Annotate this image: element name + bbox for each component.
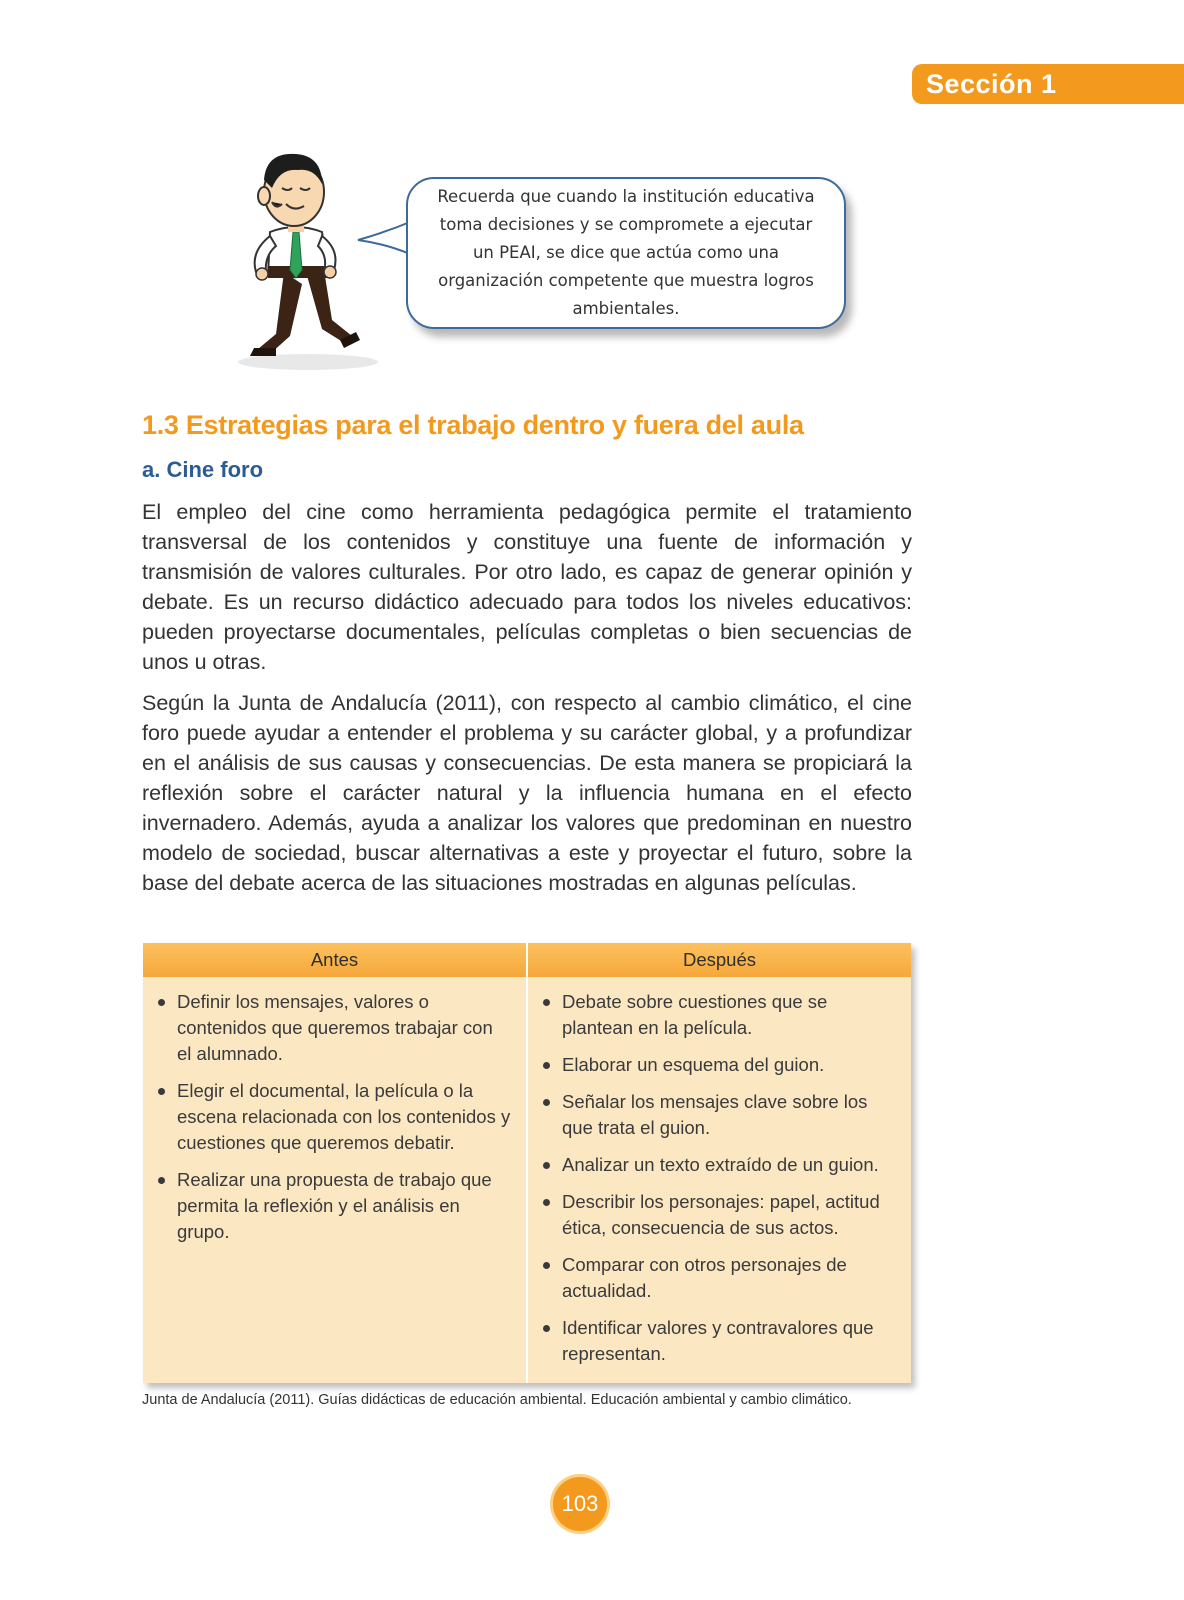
body-paragraph-1: El empleo del cine como herramienta pedagógica permite el tratamiento transversal de los contenidos y constituye una fuente de información y transmisión de valores culturales. Por otro lado, es capaz de generar opinión y debate. Es un recurso didáctico adecuado para todos los niveles educativos: pueden proyectarse documentales, películas completas o bien secuencias de unos u otras. xyxy=(142,500,912,674)
table-caption: Junta de Andalucía (2011). Guías didácticas de educación ambiental. Educación ambiental y cambio climático. xyxy=(142,1392,852,1408)
table-header-antes: Antes xyxy=(310,949,359,970)
body-paragraph-2: Según la Junta de Andalucía (2011), con respecto al cambio climático, el cine foro puede ayudar a entender el problema y su carácter global, y a profundizar en el análisis de sus causas y consecuencias. De esta manera se propiciará la reflexión sobre el carácter natural y la influencia humana en el efecto invernadero. Además, ayuda a analizar los valores que predominan en nuestro modelo de sociedad, buscar alternativas a este y proyectar el futuro, sobre la base del debate acerca de las situaciones mostradas en algunas películas. xyxy=(142,691,912,895)
list-item: Realizar una propuesta de trabajo que permita la reflexión y el análisis en grupo. xyxy=(155,1167,512,1245)
teacher-character-illustration xyxy=(236,144,386,374)
list-item: Identificar valores y contravalores que representan. xyxy=(540,1315,897,1367)
list-item: Definir los mensajes, valores o contenidos que queremos trabajar con el alumnado. xyxy=(155,989,512,1067)
list-item: Elegir el documental, la película o la escena relacionada con los contenidos y cuestiones que queremos debatir. xyxy=(155,1078,512,1156)
list-item: Señalar los mensajes clave sobre los que trata el guion. xyxy=(540,1089,897,1141)
table-header-row xyxy=(143,943,911,977)
speech-bubble-text: Recuerda que cuando la institución educativa toma decisiones y se compromete a ejecutar un PEAI, se dice que actúa como una organización competente que muestra logros ambientales. xyxy=(437,187,815,318)
speech-bubble-tail-icon xyxy=(356,218,412,258)
page-number: 103 xyxy=(550,1474,610,1534)
cine-foro-table xyxy=(143,943,911,1383)
list-item: Describir los personajes: papel, actitud ética, consecuencia de sus actos. xyxy=(540,1189,897,1241)
list-item: Elaborar un esquema del guion. xyxy=(540,1052,897,1078)
subsection-heading: a. Cine foro xyxy=(142,457,264,482)
table-body xyxy=(143,977,911,1383)
section-heading: 1.3 Estrategias para el trabajo dentro y fuera del aula xyxy=(142,410,804,440)
despues-list xyxy=(540,989,897,1367)
table-header-despues: Después xyxy=(526,943,911,977)
antes-list xyxy=(155,989,512,1245)
list-item: Analizar un texto extraído de un guion. xyxy=(540,1152,897,1178)
despues-column xyxy=(526,977,911,1383)
speech-bubble xyxy=(406,177,846,329)
list-item: Comparar con otros personajes de actualidad. xyxy=(540,1252,897,1304)
section-tab: Sección 1 xyxy=(912,64,1184,104)
antes-column xyxy=(143,977,526,1383)
list-item: Debate sobre cuestiones que se plantean en la película. xyxy=(540,989,897,1041)
